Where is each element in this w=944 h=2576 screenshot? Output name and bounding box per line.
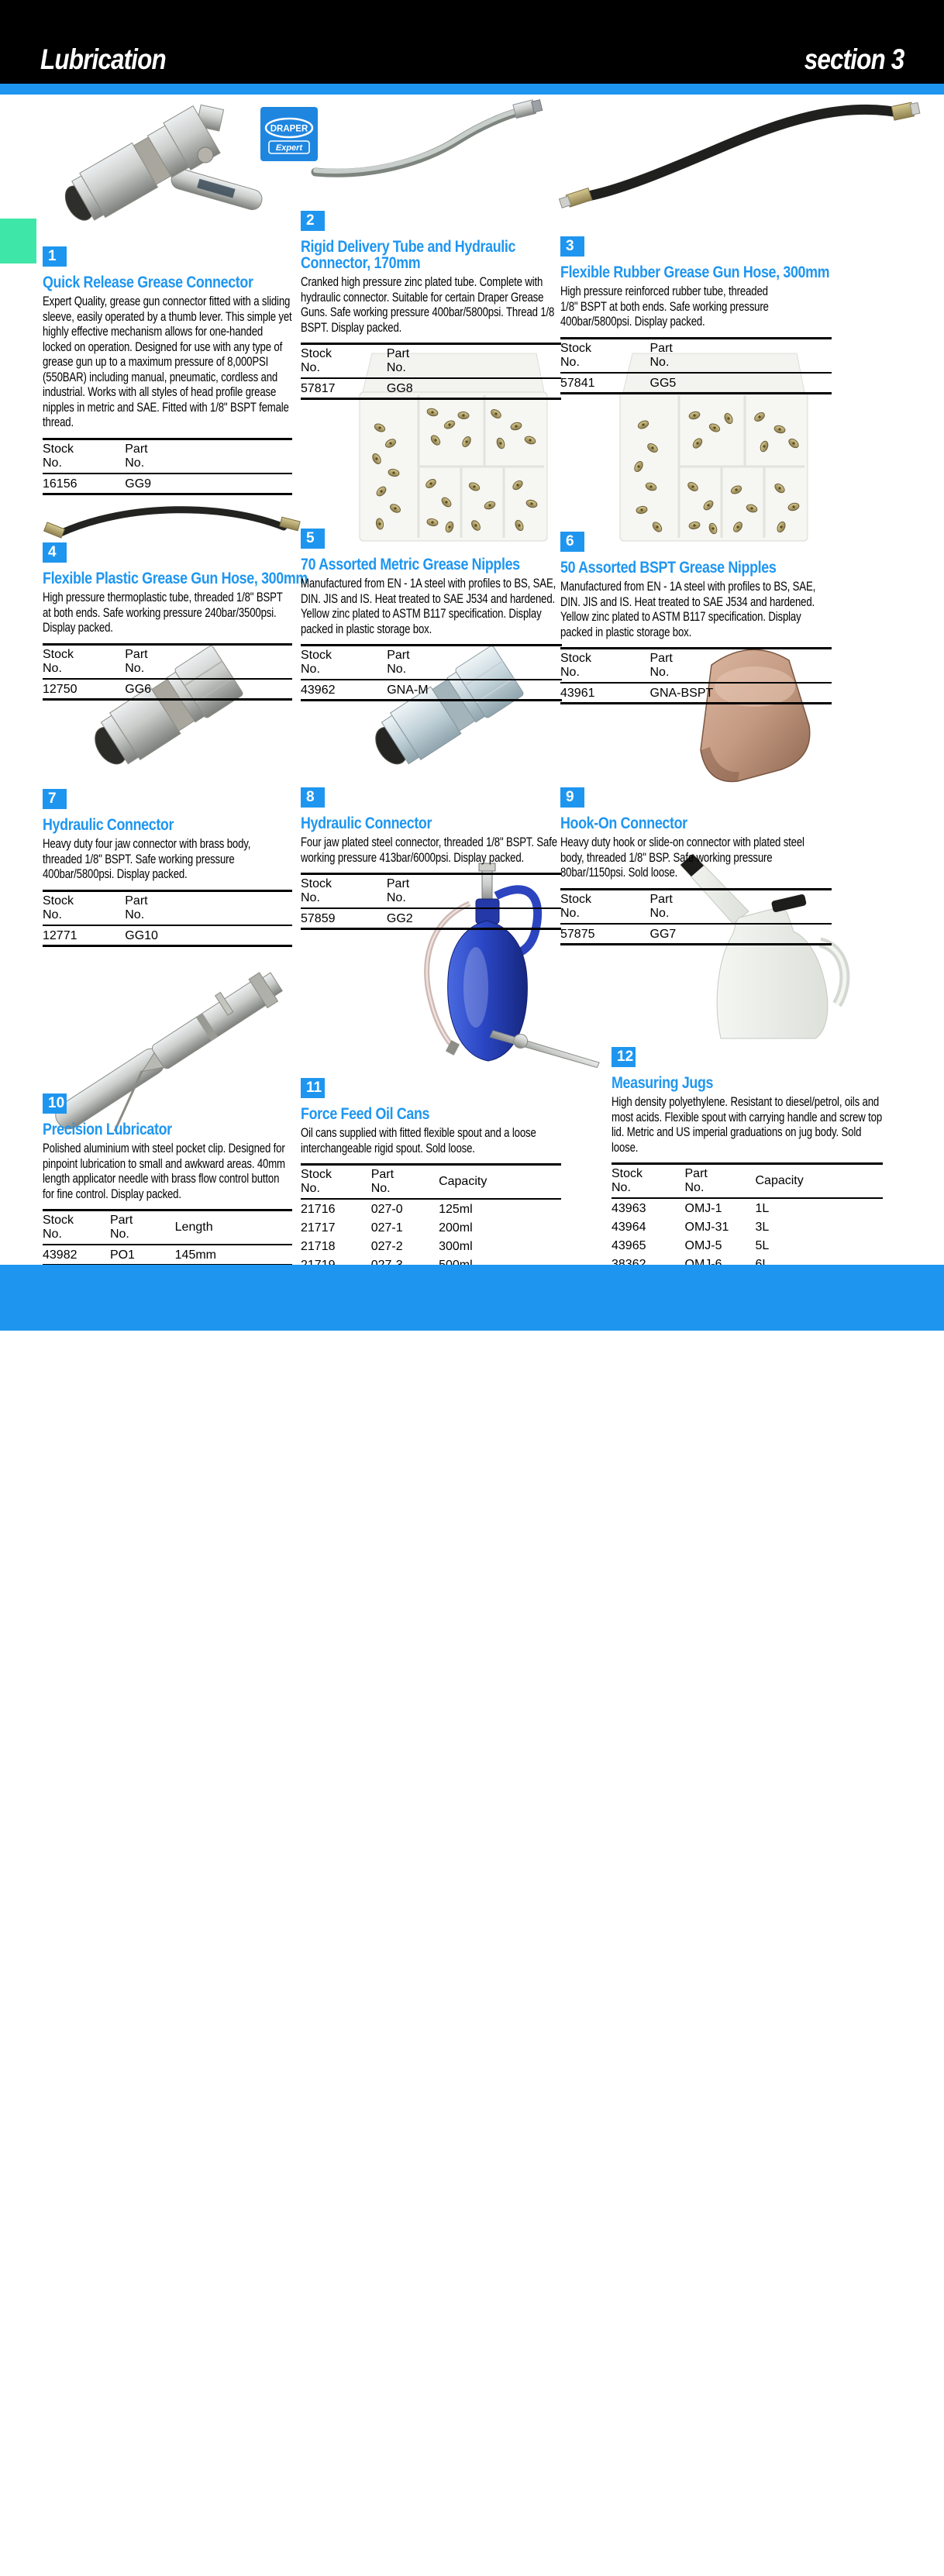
table-cell: 21716	[301, 1203, 336, 1216]
table-header-cell: Part No.	[109, 1214, 133, 1241]
product-7	[43, 789, 292, 947]
table-header-cell: Part No.	[649, 892, 673, 920]
table-header-cell: Part No.	[125, 647, 148, 675]
table-cell: OMJ-31	[684, 1221, 729, 1234]
product-2-title: Rigid Delivery Tube and Hydraulic Connector, 170mm	[301, 238, 516, 272]
product-4-image plastic-hose-photo	[43, 494, 301, 546]
table-header-cell: Length	[174, 1221, 213, 1234]
product-3-spec-table	[560, 337, 832, 394]
table-cell: 21718	[301, 1240, 336, 1253]
product-11	[301, 1078, 561, 1295]
table-cell: 12771	[43, 928, 78, 942]
product-10-number-badge: 10	[43, 1093, 67, 1114]
table-row	[560, 924, 832, 945]
table-header-row	[560, 338, 832, 373]
table-header-cell: Stock No.	[43, 1214, 74, 1241]
table-header-cell: Stock No.	[560, 892, 592, 920]
logo-brand-text: DRAPER	[270, 124, 308, 134]
table-header-row	[301, 344, 561, 379]
table-cell: 027-2	[370, 1240, 403, 1253]
table-row	[612, 1217, 883, 1236]
product-12-title: Measuring Jugs	[612, 1074, 714, 1092]
table-cell: 5L	[755, 1239, 770, 1252]
table-cell: 125ml	[439, 1203, 473, 1216]
product-9-title: Hook-On Connector	[560, 814, 687, 832]
table-header-cell: Part No.	[370, 1168, 394, 1195]
product-7-spec-table	[43, 890, 292, 947]
product-7-title: Hydraulic Connector	[43, 816, 174, 834]
product-10-spec-table	[43, 1209, 292, 1266]
table-row	[301, 378, 561, 399]
table-cell: GG2	[386, 912, 413, 925]
product-9-number-badge: 9	[560, 787, 584, 808]
table-header-cell: Part No.	[649, 341, 673, 369]
table-row	[612, 1198, 883, 1217]
table-header-cell: Part No.	[386, 347, 410, 374]
product-12-description: High density polyethylene. Resistant to diesel/petrol, oils and most acids. Flexible spout with carrying handle and screw top lid. Metric and US imperial graduations on jug body. Sold loose.	[612, 1095, 883, 1155]
table-header-cell: Stock No.	[43, 442, 74, 470]
product-1-title: Quick Release Grease Connector	[43, 274, 253, 291]
page-title: Lubrication	[40, 43, 166, 75]
table-row	[301, 1199, 561, 1218]
table-header-cell: Part No.	[649, 652, 673, 679]
product-4-title: Flexible Plastic Grease Gun Hose, 300mm	[43, 570, 308, 587]
product-5-number-badge: 5	[301, 529, 325, 549]
table-row	[301, 908, 561, 929]
product-9-description: Heavy duty hook or slide-on connector with plated steel body, threaded 1/8" BSP. Safe working pressure 80bar/1150psi. Sold loose.	[560, 835, 804, 880]
table-cell: 43982	[43, 1248, 78, 1262]
table-header-cell: Stock No.	[43, 647, 74, 675]
product-3-number-badge: 3	[560, 236, 584, 257]
table-header-cell: Stock No.	[560, 652, 592, 679]
table-cell: GNA-BSPT	[649, 687, 714, 700]
logo-sub-text: Expert	[275, 143, 303, 153]
table-header-row	[43, 890, 292, 925]
table-row	[43, 1245, 292, 1266]
product-8-title: Hydraulic Connector	[301, 814, 432, 832]
table-header-cell: Stock No.	[560, 341, 592, 369]
table-cell: 57817	[301, 382, 336, 395]
product-10-description: Polished aluminium with steel pocket clip. Designed for pinpoint lubrication to small and awkward areas. 40mm length applicator needle with brass flow control button for fine control. Display packed.	[43, 1142, 285, 1201]
table-row	[301, 680, 562, 701]
product-7-number-badge: 7	[43, 789, 67, 809]
table-header-cell: Stock No.	[301, 1168, 332, 1195]
table-header-row	[560, 889, 832, 924]
table-header-cell: Capacity	[439, 1175, 488, 1188]
table-header-cell: Stock No.	[301, 649, 332, 676]
table-cell: 16156	[43, 477, 78, 491]
section-label: section 3	[804, 43, 904, 75]
table-row	[301, 1218, 561, 1237]
table-cell: GG7	[649, 927, 677, 941]
page-header	[0, 0, 944, 84]
table-header-cell: Capacity	[755, 1174, 804, 1187]
page-number: 242	[40, 2539, 85, 2575]
product-11-title: Force Feed Oil Cans	[301, 1105, 430, 1123]
table-header-cell: Part No.	[386, 877, 410, 904]
table-cell: 21717	[301, 1221, 336, 1235]
product-6-title: 50 Assorted BSPT Grease Nipples	[560, 559, 777, 577]
table-cell: 43964	[612, 1221, 646, 1234]
table-cell: 300ml	[439, 1240, 473, 1253]
table-header-cell: Stock No.	[43, 894, 74, 921]
table-cell: 57841	[560, 376, 595, 390]
table-header-row	[301, 1165, 561, 1200]
product-5	[301, 529, 568, 701]
product-2-image rigid-tube-photo	[304, 96, 546, 191]
product-12	[612, 1047, 887, 1294]
product-10	[43, 1093, 292, 1266]
table-cell: GNA-M	[387, 684, 429, 697]
table-cell: 57875	[560, 927, 595, 941]
product-4-number-badge: 4	[43, 542, 67, 563]
table-header-cell: Stock No.	[301, 877, 332, 904]
product-1-number-badge: 1	[43, 246, 67, 267]
product-2-spec-table	[301, 343, 561, 400]
page-footer	[0, 1265, 944, 2575]
table-header-row	[301, 646, 562, 680]
table-cell: 200ml	[439, 1221, 473, 1235]
product-8	[301, 787, 561, 930]
table-cell: GG9	[125, 477, 152, 491]
product-5-title: 70 Assorted Metric Grease Nipples	[301, 556, 520, 573]
product-7-description: Heavy duty four jaw connector with brass body, threaded 1/8" BSPT. Safe working pressure 400bar/5800psi. Display packed.	[43, 837, 251, 881]
header-accent-strip	[0, 84, 944, 95]
table-cell: OMJ-1	[684, 1202, 722, 1215]
product-11-number-badge: 11	[301, 1078, 325, 1098]
table-cell: 43963	[612, 1202, 646, 1215]
product-1-image quick-release-connector-photo	[47, 95, 271, 238]
product-4-description: High pressure thermoplastic tube, threaded 1/8" BSPT at both ends. Safe working pressure 240bar/3500psi. Display packed.	[43, 591, 283, 635]
product-8-number-badge: 8	[301, 787, 325, 808]
table-header-row	[43, 644, 292, 679]
table-cell: 43965	[612, 1239, 646, 1252]
product-1-description: Expert Quality, grease gun connector fitted with a sliding sleeve, easily operated by a thumb lever. This simple yet highly effective mechanism allows for one-handed locked on operation. Designed for use with any type of grease gun up to a maximum pressure of 8,000PSI (550BAR) including manual, pneumatic, cordless and industrial. Works with all styles of head profile grease nipples in metric and SAE. Fitted with 1/8" BSPT female thread.	[43, 294, 292, 429]
table-header-row	[43, 1211, 292, 1245]
product-3-description: High pressure reinforced rubber tube, threaded 1/8" BSPT at both ends. Safe working pressure 400bar/5800psi. Display packed.	[560, 284, 769, 329]
table-header-row	[43, 439, 292, 474]
table-header-cell: Part No.	[684, 1167, 708, 1194]
table-cell: GG8	[386, 382, 413, 395]
table-cell: 027-1	[370, 1221, 403, 1235]
product-3-title: Flexible Rubber Grease Gun Hose, 300mm	[560, 263, 830, 281]
product-6-spec-table	[560, 647, 832, 704]
product-11-description: Oil cans supplied with fitted flexible spout and a loose interchangeable rigid spout. Sold loose.	[301, 1126, 536, 1155]
table-header-cell: Stock No.	[301, 347, 332, 374]
table-row	[560, 373, 832, 394]
product-2-number-badge: 2	[301, 211, 325, 231]
product-8-spec-table	[301, 873, 561, 930]
table-cell: GG5	[649, 376, 677, 390]
table-cell: 43962	[301, 684, 336, 697]
product-2-description: Cranked high pressure zinc plated tube. Complete with hydraulic connector. Suitable for certain Draper Grease Guns. Safe working pressure 400bar/5800psi. Thread 1/8 BSPT. Display packed.	[301, 275, 555, 335]
product-3	[560, 236, 886, 394]
product-10-title: Precision Lubricator	[43, 1121, 172, 1138]
section-edge-tab	[0, 219, 36, 263]
table-header-cell: Stock No.	[612, 1167, 643, 1194]
table-header-row	[612, 1164, 883, 1199]
product-6-description: Manufactured from EN - 1A steel with profiles to BS, SAE, DIN. JIS and IS. Heat treated to SAE J534 and hardened. Yellow zinc plated to ASTM B117 specification. Display packed in plastic storage box.	[560, 580, 816, 639]
product-5-spec-table	[301, 644, 562, 701]
table-cell: 12750	[43, 682, 78, 696]
table-cell: GG10	[125, 928, 158, 942]
table-row	[560, 683, 832, 704]
table-row	[612, 1236, 883, 1255]
table-row	[301, 1237, 561, 1255]
product-2	[301, 211, 561, 400]
product-8-description: Four jaw plated steel connector, threaded 1/8" BSPT. Safe working pressure 413bar/6000psi. Display packed.	[301, 835, 557, 865]
product-1	[43, 246, 292, 495]
table-row	[43, 925, 292, 946]
table-header-cell: Part No.	[125, 894, 148, 921]
table-cell: 43961	[560, 687, 595, 700]
table-cell: OMJ-5	[684, 1239, 722, 1252]
table-cell: 1L	[755, 1202, 770, 1215]
table-cell: PO1	[109, 1248, 135, 1262]
table-row	[43, 679, 292, 700]
product-5-description: Manufactured from EN - 1A steel with profiles to BS, SAE, DIN. JIS and IS. Heat treated to SAE J534 and hardened. Yellow zinc plated to ASTM B117 specification. Display packed in plastic storage box.	[301, 577, 556, 636]
table-header-row	[560, 649, 832, 684]
product-9-spec-table	[560, 888, 832, 945]
product-4	[43, 542, 308, 701]
product-12-number-badge: 12	[612, 1047, 636, 1067]
table-header-cell: Part No.	[387, 649, 410, 676]
table-cell: 145mm	[174, 1248, 217, 1262]
product-1-spec-table	[43, 438, 292, 495]
table-cell: 3L	[755, 1221, 770, 1234]
product-4-spec-table	[43, 643, 292, 701]
table-cell: 027-0	[370, 1203, 403, 1216]
product-6-number-badge: 6	[560, 532, 584, 552]
table-cell: 57859	[301, 912, 336, 925]
product-3-image rubber-hose-photo	[555, 95, 921, 217]
product-6	[560, 532, 886, 704]
table-header-row	[301, 874, 561, 909]
table-row	[43, 474, 292, 494]
table-cell: GG6	[125, 682, 152, 696]
table-header-cell: Part No.	[125, 442, 148, 470]
product-9	[560, 787, 886, 945]
